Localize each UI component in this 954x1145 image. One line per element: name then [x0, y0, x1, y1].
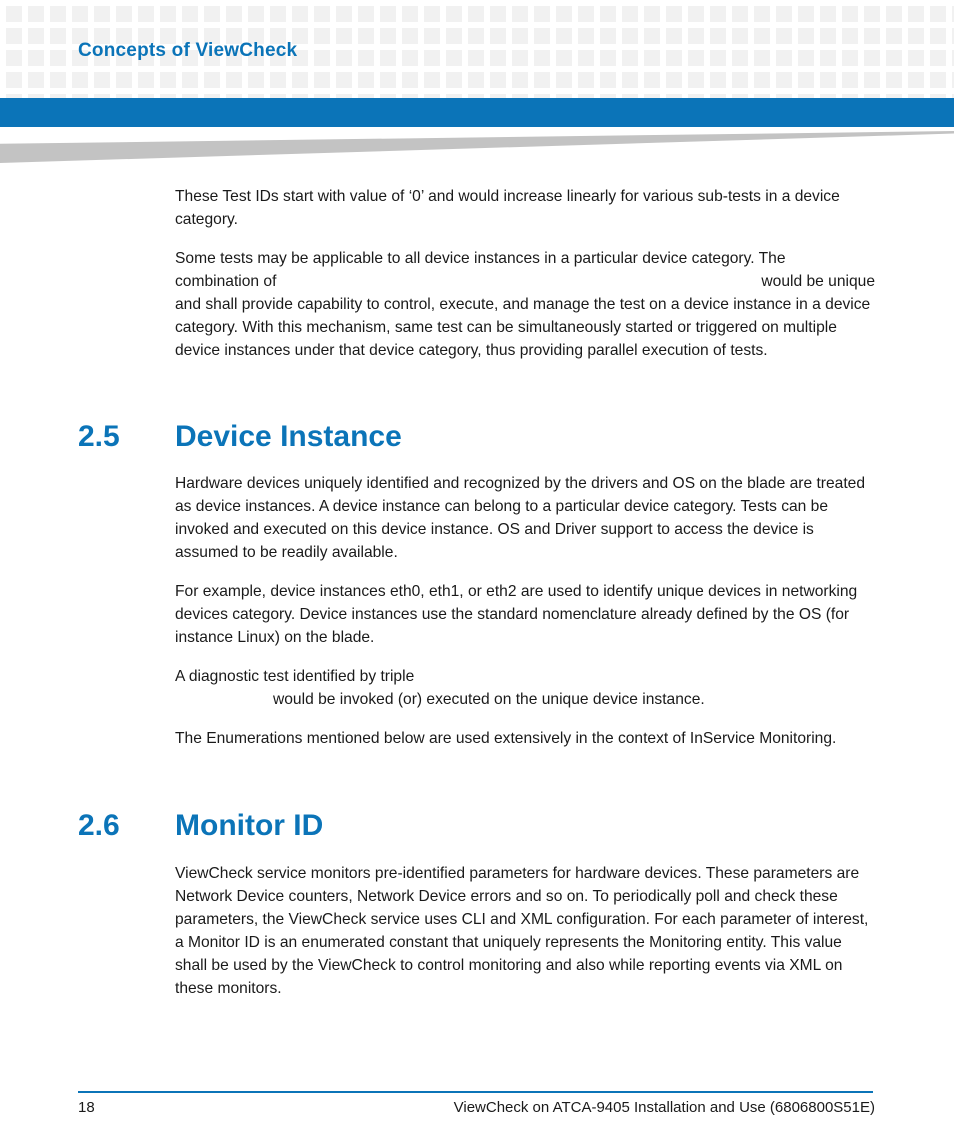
section-title: Monitor ID [175, 809, 324, 842]
device-instance-paragraph-4: The Enumerations mentioned below are used extensively in the context of InService Monitoring. [175, 730, 837, 747]
footer-document-title: ViewCheck on ATCA-9405 Installation and Use (6806800S51E) [453, 1099, 875, 1116]
device-instance-paragraph-2: For example, device instances eth0, eth1, or eth2 are used to identify unique devices in networking devices category. Device instances use the standard nomenclature already defined by the OS (for instance Linux) on the blade. [175, 583, 858, 646]
section-number: 2.5 [78, 420, 120, 453]
intro-paragraph-2-line-2-start: combination of [175, 273, 277, 290]
section-number: 2.6 [78, 809, 120, 842]
footer-page-number: 18 [78, 1099, 95, 1116]
running-header-title: Concepts of ViewCheck [78, 40, 298, 61]
monitor-id-paragraph-1: ViewCheck service monitors pre-identified parameters for hardware devices. These parameters are Network Device counters, Network Device errors and so on. To periodically poll and check these parameters, the ViewCheck service uses CLI and XML configuration. For each parameter of interest, a Monitor ID is an enumerated constant that uniquely represents the Monitoring entity. This value shall be used by the ViewCheck to control monitoring and also while reporting events via XML on these monitors. [175, 865, 869, 997]
intro-paragraph-2-line-2-end: would be unique [761, 273, 875, 290]
header-blue-bar [0, 98, 954, 127]
device-instance-paragraph-3 [175, 665, 875, 711]
intro-paragraph-1: These Test IDs start with value of ‘0’ and would increase linearly for various sub-tests in a device category. [175, 188, 840, 228]
footer-rule [78, 1091, 873, 1093]
header-gray-wedge [0, 131, 954, 163]
section-title: Device Instance [175, 420, 402, 453]
intro-paragraph-2 [175, 247, 875, 362]
device-instance-paragraph-3-line-2: would be invoked (or) executed on the unique device instance. [273, 691, 705, 708]
device-instance-paragraph-1: Hardware devices uniquely identified and recognized by the drivers and OS on the blade are treated as device instances. A device instance can belong to a particular device category. Tests can be invoked and executed on this device instance. OS and Driver support to access the device is assumed to be readily available. [175, 475, 866, 561]
section-heading-device-instance [78, 420, 402, 454]
section-heading-monitor-id [78, 809, 323, 843]
intro-paragraph-2-line-2 [175, 270, 875, 293]
intro-paragraph-2-rest: and shall provide capability to control, execute, and manage the test on a device instance in a device category. With this mechanism, same test can be simultaneously started or triggered on multiple device instances under that device category, thus providing parallel execution of tests. [175, 296, 871, 359]
device-instance-paragraph-3-line-1: A diagnostic test identified by triple [175, 668, 415, 685]
intro-paragraph-2-line-1: Some tests may be applicable to all device instances in a particular device category. The [175, 250, 786, 267]
